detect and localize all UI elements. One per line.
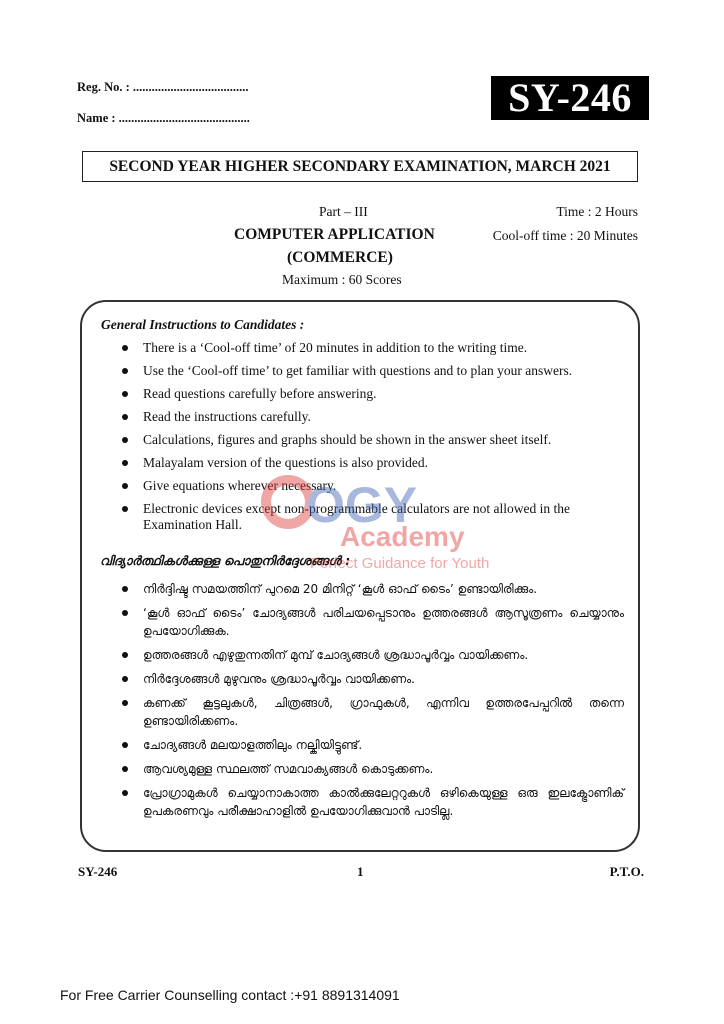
list-item: Electronic devices except non-programmable calculators are not allowed in the Examination Hall.: [100, 501, 620, 533]
pto-label: P.T.O.: [609, 864, 644, 879]
list-item: Read questions carefully before answering.: [100, 386, 620, 402]
subject-title: COMPUTER APPLICATION: [234, 226, 435, 243]
name-field: Name : ..........................................: [77, 111, 250, 125]
list-item: ആവശ്യമുള്ള സ്ഥലത്ത് സമവാക്യങ്ങൾ കൊടുക്കണം.: [100, 760, 624, 778]
list-item: കണക്ക് കൂട്ടലുകൾ, ചിത്രങ്ങൾ, ഗ്രാഫുകൾ, എന്നിവ ഉത്തരപേപ്പറിൽ തന്നെ ഉണ്ടായിരിക്കണം.: [100, 694, 624, 730]
list-item: Use the ‘Cool-off time’ to get familiar with questions and to plan your answers.: [100, 363, 620, 379]
list-item: ‘കൂൾ ഓഫ് ടൈം’ ചോദ്യങ്ങൾ പരിചയപ്പെടാനും ഉത്തരങ്ങൾ ആസൂത്രണം ചെയ്യാനും ഉപയോഗിക്കുക.: [100, 604, 624, 640]
list-item: നിർദ്ദേശങ്ങൾ മുഴുവനും ശ്രദ്ധാപൂർവ്വം വായിക്കണം.: [100, 670, 624, 688]
cool-off-label: Cool-off time : 20 Minutes: [492, 228, 638, 243]
list-item: There is a ‘Cool-off time’ of 20 minutes in addition to the writing time.: [100, 340, 620, 356]
logo-tagline-text: Perfect Guidance for Youth: [310, 555, 490, 572]
list-item: Give equations wherever necessary.: [100, 478, 620, 494]
paper-code-badge: SY-246: [491, 76, 649, 120]
contact-line: For Free Carrier Counselling contact :+91 8891314091: [60, 987, 400, 1003]
logo-sub-text: Academy: [340, 521, 465, 552]
max-scores-label: Maximum : 60 Scores: [282, 272, 402, 287]
footer-code: SY-246: [78, 864, 118, 879]
logo-brand-text: OGY: [306, 477, 418, 533]
list-item: ചോദ്യങ്ങൾ മലയാളത്തിലും നല്കിയിട്ടുണ്ട്.: [100, 736, 624, 754]
time-label: Time : 2 Hours: [556, 204, 638, 219]
page-number: 1: [357, 864, 364, 879]
list-item: നിർദ്ദിഷ്ട സമയത്തിന് പുറമെ 20 മിനിറ്റ് ‘കൂൾ ഓഫ് ടൈം’ ഉണ്ടായിരിക്കും.: [100, 580, 624, 598]
list-item: Malayalam version of the questions is also provided.: [100, 455, 620, 471]
instructions-list-en: [100, 340, 620, 540]
list-item: പ്രോഗ്രാമുകൾ ചെയ്യാനാകാത്ത കാൽക്കുലേറ്ററുകൾ ഒഴികെയുള്ള ഒരു ഇലക്ട്രോണിക് ഉപകരണവും പരീക്ഷാഹാളിൽ ഉപയോഗിക്കുവാൻ പാടില്ല.: [100, 784, 624, 820]
instructions-list-ml: [100, 580, 624, 826]
list-item: Calculations, figures and graphs should be shown in the answer sheet itself.: [100, 432, 620, 448]
list-item: Read the instructions carefully.: [100, 409, 620, 425]
stream-label: (COMMERCE): [287, 249, 393, 266]
instructions-title-ml: വിദ്യാർത്ഥികൾക്കുള്ള പൊതുനിർദ്ദേശങ്ങൾ :: [100, 553, 351, 568]
list-item: ഉത്തരങ്ങൾ എഴുതുന്നതിന് മുമ്പ് ചോദ്യങ്ങൾ ശ്രദ്ധാപൂർവ്വം വായിക്കണം.: [100, 646, 624, 664]
exam-title: SECOND YEAR HIGHER SECONDARY EXAMINATION, MARCH 2021: [82, 151, 638, 182]
instructions-title-en: General Instructions to Candidates :: [101, 317, 305, 332]
reg-no-field: Reg. No. : .....................................: [77, 80, 249, 94]
part-label: Part – III: [319, 204, 368, 219]
